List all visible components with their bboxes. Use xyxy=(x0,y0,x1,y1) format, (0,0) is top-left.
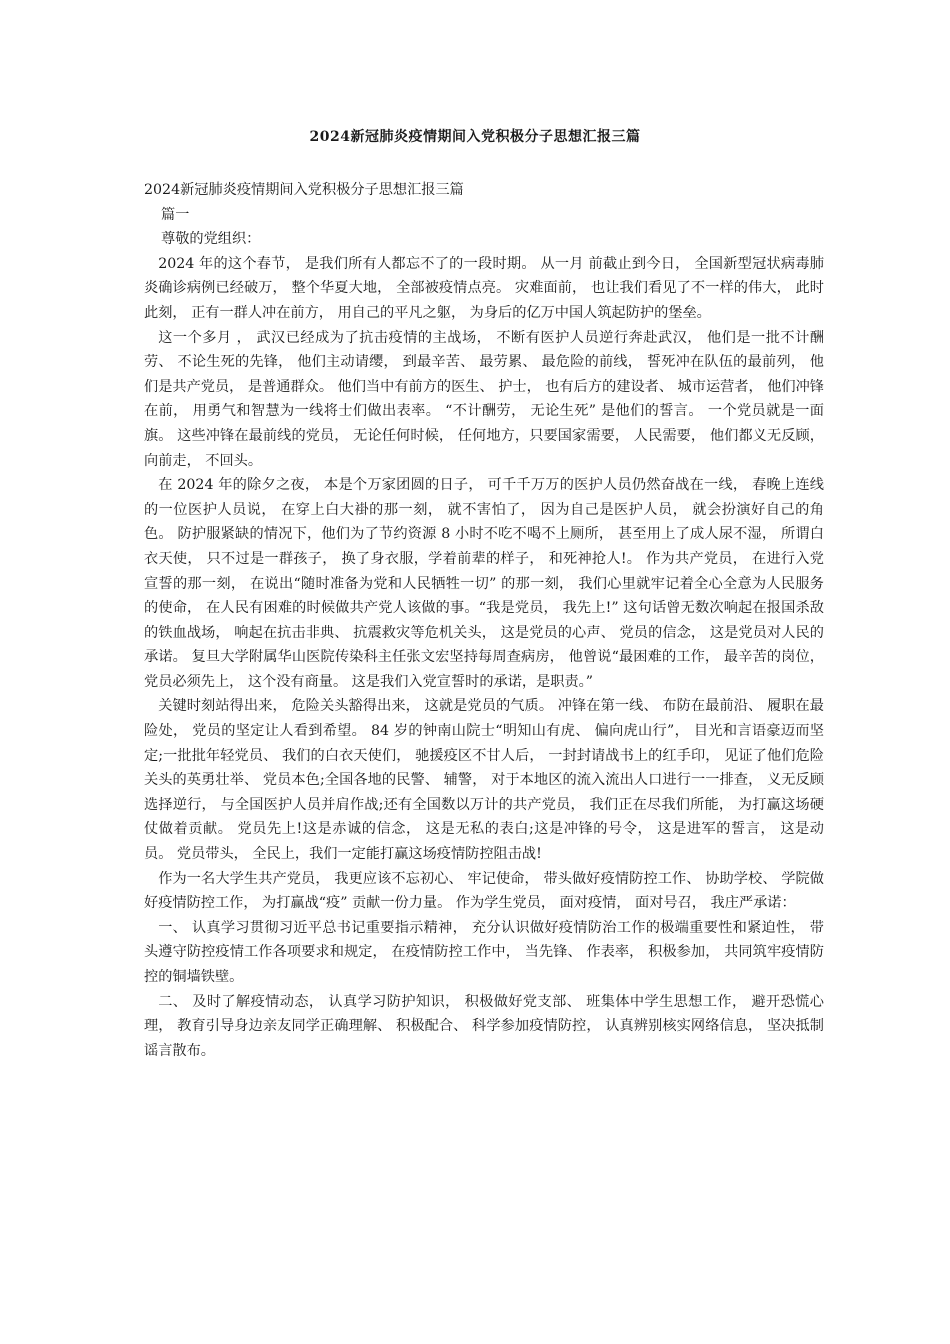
salutation: 尊敬的党组织： xyxy=(161,231,261,248)
paragraph: 关键时刻站得出来， 危险关头豁得出来， 这就是党员的气质。 冲锋在第一线、 布防在最前沿、 履职在最险处， 党员的坚定让人看到希望。 84 岁的钟南山院士“明知山有虎、 偏向虎山行”， 目光和言语豪迈而坚定;一批批年轻党员、 我们的白衣天使们， 驰援疫区不甘人后， 一封封请战书上的红手印， 见证了他们危险关头的英勇壮举、 党员本色;全国各地的民警、 辅警， 对于本地区的流入流出人口进行一一排查， 义无反顾选择逆行， 与全国医护人员并肩作战;还有全国数以万计的共产党员， 我们正在尽我们所能， 为打赢这场硬仗做着贡献。 党员先上!这是赤诚的信念， 这是无私的表白;这是冲锋的号令， 这是进军的誓言， 这是动员。 党员带头， 全民上，我们一定能打赢这场疫情防控阻击战! xyxy=(144,698,824,863)
paragraph: 一、 认真学习贯彻习近平总书记重要指示精神， 充分认识做好疫情防治工作的极端重要性和紧迫性， 带头遵守防控疫情工作各项要求和规定， 在疫情防控工作中， 当先锋、 作表率， 积极参加， 共同筑牢疫情防控的铜墙铁壁。 xyxy=(144,919,824,985)
paragraph: 作为一名大学生共产党员， 我更应该不忘初心、 牢记使命， 带头做好疫情防控工作、 协助学校、 学院做好疫情防控工作， 为打赢战“疫” 贡献一份力量。 作为学生党员， 面对疫情， 面对号召， 我庄严承诺： xyxy=(144,870,824,912)
document-subtitle: 2024新冠肺炎疫情期间入党积极分子思想汇报三篇 xyxy=(144,182,464,198)
paragraph: 这一个多月 ， 武汉已经成为了抗击疫情的主战场， 不断有医护人员逆行奔赴武汉， 他们是一批不计酬劳、 不论生死的先锋， 他们主动请缨， 到最辛苦、 最劳累、 最危险的前线， 誓死冲在队伍的最前列， 他们是共产党员， 是普通群众。 他们当中有前方的医生、 护士， 也有后方的建设者、 城市运营者， 他们冲锋在前， 用勇气和智慧为一线将士们做出表率。 “不计酬劳， 无论生死” 是他们的誓言。 一个党员就是一面旗。 这些冲锋在最前线的党员， 无论任何时候， 任何地方，只要国家需要， 人民需要， 他们都义无反顾， 向前走， 不回头。 xyxy=(144,329,824,469)
paragraph: 二、 及时了解疫情动态， 认真学习防护知识， 积极做好党支部、 班集体中学生思想工作， 避开恐慌心理， 教育引导身边亲友同学正确理解、 积极配合、 科学参加疫情防控， 认真辨别核实网络信息， 坚决抵制谣言散布。 xyxy=(144,993,824,1059)
document-title: 2024新冠肺炎疫情期间入党积极分子思想汇报三篇 xyxy=(309,129,641,145)
paragraph: 在 2024 年的除夕之夜， 本是个万家团圆的日子， 可千千万万的医护人员仍然奋战在一线， 春晚上连线的一位医护人员说， 在穿上白大褂的那一刻， 就不害怕了， 因为自己是医护人员， 就会扮演好自己的角色。 防护服紧缺的情况下，他们为了节约资源 8 小时不吃不喝不上厕所， 甚至用上了成人尿不湿， 所谓白衣天使， 只不过是一群孩子， 换了身衣服，学着前辈的样子， 和死神抢人!。 作为共产党员， 在进行入党宣誓的那一刻， 在说出“随时准备为党和人民牺牲一切” 的那一刻， 我们心里就牢记着全心全意为人民服务的使命， 在人民有困难的时候做共产党人该做的事。“我是党员， 我先上!” 这句话曾无数次响起在报国杀敌的铁血战场， 响起在抗击非典、 抗震救灾等危机关头， 这是党员的心声、 党员的信念， 这是党员对人民的承诺。 复旦大学附属华山医院传染科主任张文宏坚持每周查病房， 他曾说“最困难的工作， 最辛苦的岗位， 党员必须先上， 这个没有商量。 这是我们入党宣誓时的承诺，是职责。” xyxy=(144,477,824,690)
paragraph: 2024 年的这个春节， 是我们所有人都忘不了的一段时期。 从一月 前截止到今日， 全国新型冠状病毒肺炎确诊病例已经破万， 整个华夏大地， 全部被疫情点亮。 灾难面前， 也让我们看见了不一样的伟大， 此时此刻， 正有一群人冲在前方， 用自己的平凡之躯， 为身后的亿万中国人筑起防护的堡垒。 xyxy=(144,255,824,321)
section-label: 篇一 xyxy=(161,206,190,223)
document-body xyxy=(144,178,824,1063)
